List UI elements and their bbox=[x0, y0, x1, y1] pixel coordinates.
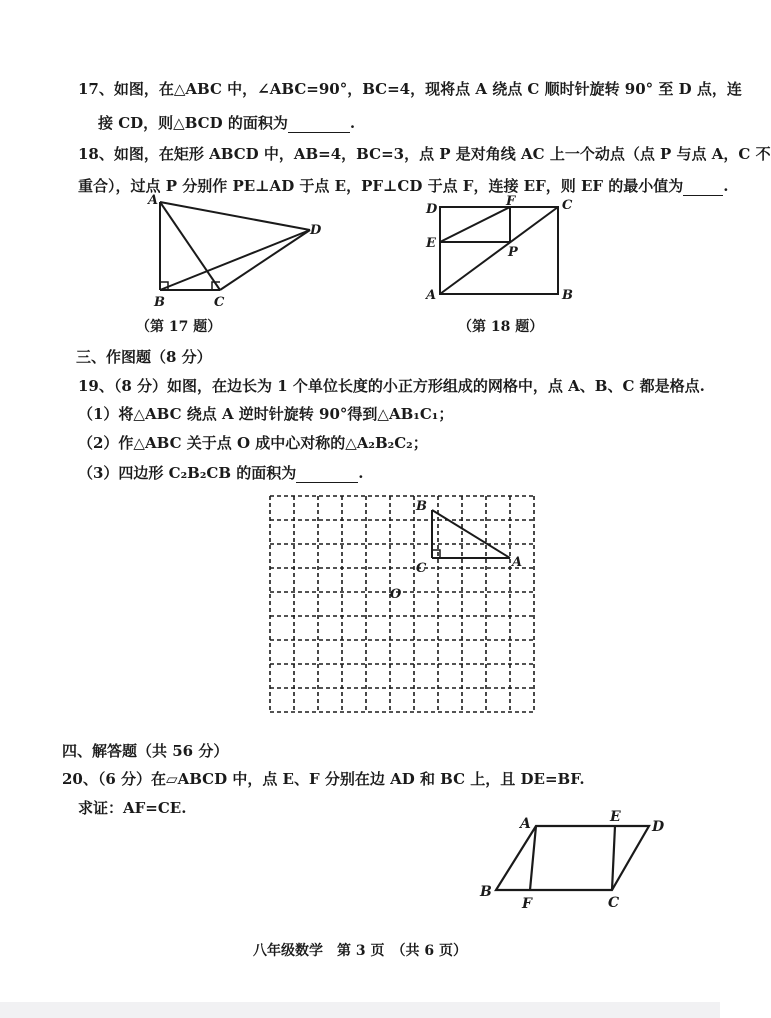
q18-line2-text: 重合），过点 P 分别作 PE⊥AD 于点 E，PF⊥CD 于点 F，连接 EF，则 EF 的最小值为 bbox=[78, 177, 684, 195]
q17-line2-end: . bbox=[349, 114, 356, 132]
grid-figure-19 bbox=[262, 488, 538, 720]
figure-20 bbox=[474, 806, 674, 910]
q18-line2-end: . bbox=[723, 177, 729, 195]
fig20-label-d: D bbox=[652, 819, 665, 835]
fig17-label-a: A bbox=[148, 193, 159, 208]
q19-part3-text: （3）四边形 C₂B₂CB 的面积为 bbox=[78, 464, 297, 482]
grid-label-c: C bbox=[416, 561, 427, 576]
figure-17 bbox=[140, 190, 340, 315]
q17-answer-blank[interactable] bbox=[288, 118, 350, 133]
q17-line2-text: 接 CD，则△BCD 的面积为 bbox=[98, 114, 288, 132]
q19-answer-blank[interactable] bbox=[296, 468, 358, 483]
fig18-label-c: C bbox=[562, 198, 573, 213]
grid-label-o: O bbox=[390, 587, 402, 602]
q18-line1: 18、如图，在矩形 ABCD 中，AB=4，BC=3，点 P 是对角线 AC 上一个动点（点 P 与点 A，C 不 bbox=[78, 145, 771, 163]
fig18-label-f: F bbox=[506, 194, 516, 209]
fig20-label-e: E bbox=[610, 809, 621, 825]
fig17-caption: （第 17 题） bbox=[136, 319, 222, 335]
fig20-label-f: F bbox=[522, 896, 532, 912]
fig18-label-p: P bbox=[508, 245, 518, 260]
fig17-label-b: B bbox=[154, 295, 165, 310]
q18-answer-blank[interactable] bbox=[683, 181, 723, 196]
figure-18 bbox=[420, 195, 580, 310]
fig20-parallelogram-abcd bbox=[496, 826, 649, 890]
page-footer: 八年级数学 第 3 页 （共 6 页） bbox=[253, 943, 467, 959]
fig18-label-b: B bbox=[562, 288, 573, 303]
fig18-label-a: A bbox=[426, 288, 437, 303]
grid-lines bbox=[270, 496, 534, 712]
q19-part3-end: . bbox=[358, 464, 364, 482]
fig20-label-c: C bbox=[608, 895, 620, 911]
fig18-caption: （第 18 题） bbox=[458, 319, 544, 335]
fig18-label-e: E bbox=[426, 236, 436, 251]
section-4-heading: 四、解答题（共 56 分） bbox=[62, 742, 229, 760]
q19-part2: （2）作△ABC 关于点 O 成中心对称的△A₂B₂C₂； bbox=[78, 434, 428, 452]
fig17-label-d: D bbox=[310, 223, 322, 238]
grid-label-b: B bbox=[416, 499, 427, 514]
fig17-segment-ac bbox=[160, 202, 220, 290]
q20-line2: 求证：AF=CE. bbox=[78, 799, 187, 817]
q17-line2 bbox=[98, 112, 355, 133]
q20-line1: 20、（6 分）在▱ABCD 中，点 E、F 分别在边 AD 和 BC 上，且 DE=BF. bbox=[62, 770, 585, 788]
grid-triangle-side-ab bbox=[432, 510, 510, 558]
fig17-segment-ad bbox=[160, 202, 310, 230]
fig17-label-c: C bbox=[214, 295, 225, 310]
fig20-label-b: B bbox=[480, 884, 492, 900]
q17-line1: 17、如图，在△ABC 中，∠ABC=90°，BC=4，现将点 A 绕点 C 顺时针旋转 90° 至 D 点，连 bbox=[78, 80, 742, 98]
scan-bottom-band bbox=[0, 1002, 720, 1018]
q19-part3 bbox=[78, 462, 364, 483]
fig18-label-d: D bbox=[426, 202, 438, 217]
fig18-segment-ef bbox=[440, 207, 510, 242]
fig20-label-a: A bbox=[520, 816, 531, 832]
fig18-diagonal-ac bbox=[440, 207, 558, 294]
q19-intro: 19、（8 分）如图，在边长为 1 个单位长度的小正方形组成的网格中，点 A、B、C 都是格点. bbox=[78, 377, 705, 395]
grid-label-a: A bbox=[512, 555, 523, 570]
q19-part1: （1）将△ABC 绕点 A 逆时针旋转 90°得到△AB₁C₁； bbox=[78, 405, 454, 423]
section-3-heading: 三、作图题（8 分） bbox=[76, 348, 212, 366]
fig20-segment-ce bbox=[612, 826, 615, 890]
